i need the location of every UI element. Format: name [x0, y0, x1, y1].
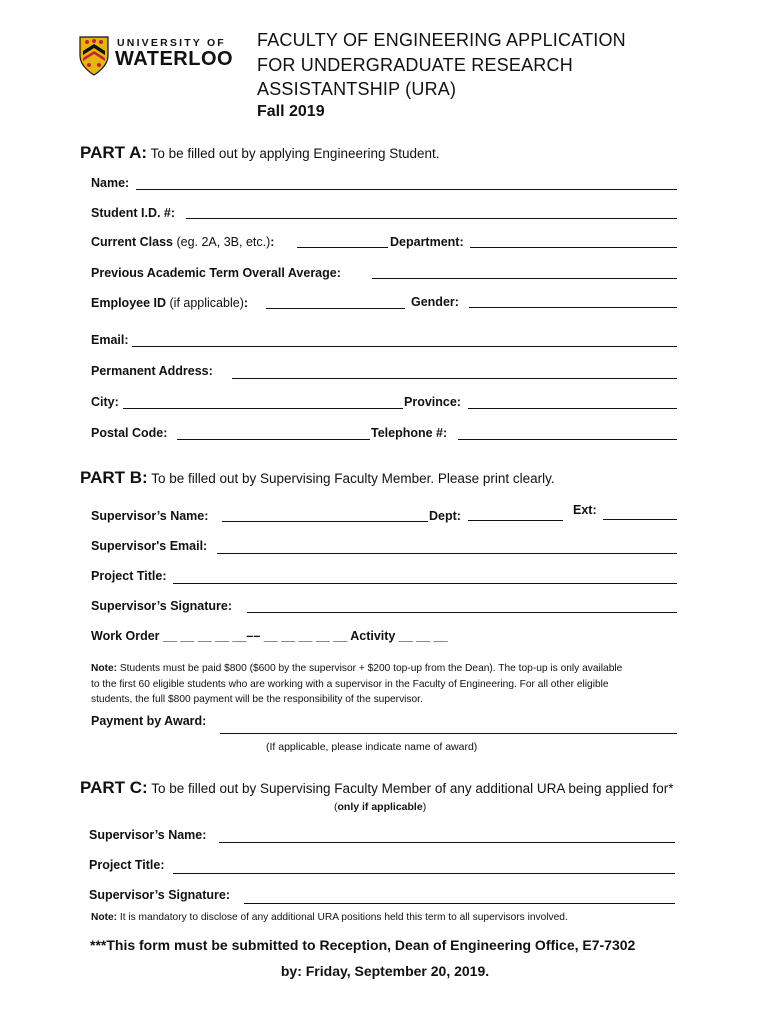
part-b-label: PART B:	[80, 468, 148, 487]
submit-instruction: ***This form must be submitted to Reception, Dean of Engineering Office, E7-7302	[90, 937, 636, 953]
postal-code-label: Postal Code:	[91, 426, 168, 440]
part-c-heading	[80, 778, 674, 798]
employee-id-label	[91, 296, 248, 310]
c-project-title-field[interactable]	[173, 873, 675, 874]
c-supervisor-signature-label: Supervisor’s Signature:	[89, 888, 231, 902]
telephone-field[interactable]	[458, 439, 677, 440]
telephone-label: Telephone #:	[371, 426, 448, 440]
permanent-address-label: Permanent Address:	[91, 364, 213, 378]
dept-label: Dept:	[429, 509, 461, 523]
supervisor-email-label: Supervisor's Email:	[91, 539, 208, 553]
department-label: Department:	[390, 235, 464, 249]
employee-id-hint: (if applicable)	[169, 296, 244, 310]
part-c-note	[91, 912, 568, 923]
current-class-text: Current Class	[91, 235, 173, 249]
project-title-field[interactable]	[173, 583, 677, 584]
part-a-heading	[80, 143, 440, 163]
only-if-applicable	[334, 801, 426, 813]
part-b-heading	[80, 468, 555, 488]
part-b-note	[91, 661, 691, 708]
part-c-label: PART C:	[80, 778, 148, 797]
name-label: Name:	[91, 176, 130, 190]
c-project-title-label: Project Title:	[89, 858, 165, 872]
ext-field[interactable]	[603, 519, 677, 520]
gender-field[interactable]	[469, 307, 677, 308]
c-supervisor-signature-field[interactable]	[244, 903, 675, 904]
note-label: Note:	[91, 663, 118, 674]
note-text-1: Students must be paid $800 ($600 by the supervisor + $200 top-up from the Dean). The top-up is only available	[119, 663, 623, 674]
gender-label: Gender:	[411, 295, 459, 309]
note-line-2: to the first 60 eligible students who are working with a supervisor in the Faculty of Engineering. For all other eligible	[91, 678, 609, 690]
title-line-2: FOR UNDERGRADUATE RESEARCH	[257, 54, 573, 75]
c-supervisor-name-field[interactable]	[219, 842, 675, 843]
title-line-3: ASSISTANTSHIP (URA)	[257, 79, 457, 99]
email-label: Email:	[91, 333, 129, 347]
city-field[interactable]	[123, 408, 403, 409]
term: Fall 2019	[257, 103, 325, 120]
permanent-address-field[interactable]	[232, 378, 677, 379]
student-id-label: Student I.D. #:	[91, 206, 176, 220]
postal-code-field[interactable]	[177, 439, 370, 440]
student-id-field[interactable]	[186, 218, 677, 219]
university-logo	[79, 36, 239, 80]
current-class-field[interactable]	[297, 247, 388, 248]
part-c-note-label: Note:	[91, 912, 118, 923]
payment-by-award-label: Payment by Award:	[91, 714, 207, 728]
part-a-subtitle: To be filled out by applying Engineering Student.	[150, 146, 440, 161]
province-field[interactable]	[468, 408, 677, 409]
name-field[interactable]	[136, 189, 677, 190]
part-b-subtitle: To be filled out by Supervising Faculty Member. Please print clearly.	[151, 471, 555, 486]
waterloo-shield-icon	[79, 36, 109, 76]
ext-label: Ext:	[573, 503, 597, 517]
submit-deadline: by: Friday, September 20, 2019.	[280, 963, 490, 979]
note-line-3: students, the full $800 payment will be the responsibility of the supervisor.	[91, 694, 423, 705]
award-hint: (If applicable, please indicate name of award)	[266, 741, 478, 753]
employee-id-colon: :	[243, 296, 249, 310]
province-label: Province:	[404, 395, 461, 409]
only-if-text: only if applicable	[337, 801, 423, 813]
city-label: City:	[91, 395, 119, 409]
logo-waterloo: WATERLOO	[115, 48, 234, 70]
part-c-note-text: It is mandatory to disclose of any additional URA positions held this term to all supervisors involved.	[119, 912, 568, 923]
activity-label[interactable]: Activity __ __ __	[350, 629, 448, 643]
supervisor-signature-field[interactable]	[247, 612, 677, 613]
logo-university-of: UNIVERSITY OF	[117, 37, 226, 49]
prev-average-field[interactable]	[372, 278, 677, 279]
project-title-label: Project Title:	[91, 569, 167, 583]
form-title	[257, 28, 626, 102]
department-field[interactable]	[470, 247, 677, 248]
only-open: (	[334, 801, 338, 813]
current-class-hint: (eg. 2A, 3B, etc.)	[176, 235, 271, 249]
title-line-1: FACULTY OF ENGINEERING APPLICATION	[257, 30, 626, 50]
supervisor-name-field[interactable]	[222, 521, 428, 522]
part-c-subtitle: To be filled out by Supervising Faculty Member of any additional URA being applied for*	[151, 781, 674, 796]
dept-field[interactable]	[468, 520, 563, 521]
supervisor-signature-label: Supervisor’s Signature:	[91, 599, 233, 613]
employee-id-field[interactable]	[266, 308, 405, 309]
supervisor-email-field[interactable]	[217, 553, 677, 554]
payment-by-award-field[interactable]	[220, 733, 677, 734]
prev-average-label: Previous Academic Term Overall Average:	[91, 266, 341, 280]
c-supervisor-name-label: Supervisor’s Name:	[89, 828, 207, 842]
supervisor-name-label: Supervisor’s Name:	[91, 509, 209, 523]
email-field[interactable]	[132, 346, 677, 347]
current-class-label	[91, 235, 274, 249]
employee-id-text: Employee ID	[91, 296, 167, 310]
note-line-1	[91, 661, 691, 677]
part-a-label: PART A:	[80, 143, 148, 162]
current-class-colon: :	[270, 235, 275, 249]
work-order-field[interactable]	[91, 629, 448, 643]
work-order-label: Work Order __ __ __ __ __–– __ __ __ __ __	[91, 629, 348, 643]
only-close: )	[422, 801, 427, 813]
